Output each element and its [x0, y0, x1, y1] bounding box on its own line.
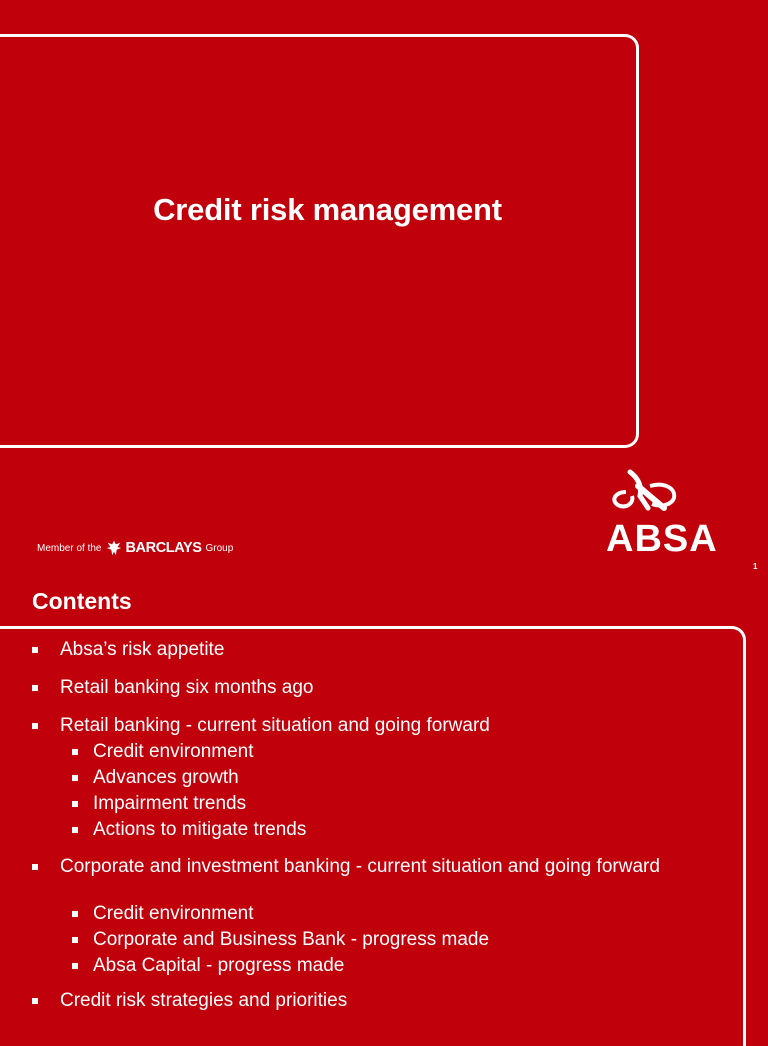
contents-item-text: Credit risk strategies and priorities	[60, 990, 348, 1011]
square-bullet-icon	[72, 937, 78, 943]
member-prefix: Member of the	[37, 542, 102, 554]
contents-item-text: Advances growth	[93, 767, 239, 788]
square-bullet-icon	[72, 749, 78, 755]
square-bullet-icon	[72, 801, 78, 807]
contents-item-text: Retail banking - current situation and going forward	[60, 715, 490, 736]
contents-item-text: Corporate and Business Bank - progress made	[93, 929, 490, 950]
member-suffix: Group	[205, 542, 234, 554]
square-bullet-icon	[72, 963, 78, 969]
slide-title: Credit risk management	[153, 192, 502, 227]
contents-item-text: Corporate and investment banking - current situation and going forward	[60, 856, 660, 877]
barclays-eagle-icon	[105, 539, 123, 557]
contents-item-text: Impairment trends	[93, 793, 247, 814]
contents-item-text: Absa’s risk appetite	[60, 639, 225, 660]
contents-item-text: Credit environment	[93, 741, 254, 762]
contents-item-text: Absa Capital - progress made	[93, 955, 345, 976]
contents-slide	[0, 578, 768, 1024]
square-bullet-icon	[32, 685, 38, 691]
square-bullet-icon	[32, 647, 38, 653]
page-number: 1	[753, 562, 758, 571]
contents-heading: Contents	[32, 588, 132, 614]
contents-item-text: Credit environment	[93, 903, 254, 924]
square-bullet-icon	[72, 911, 78, 917]
square-bullet-icon	[72, 827, 78, 833]
member-brand: BARCLAYS	[125, 540, 202, 556]
square-bullet-icon	[72, 775, 78, 781]
title-frame	[0, 34, 639, 448]
square-bullet-icon	[32, 998, 38, 1004]
barclays-membership	[37, 538, 233, 558]
square-bullet-icon	[32, 723, 38, 729]
contents-item-text: Retail banking six months ago	[60, 677, 314, 698]
absa-logo-text: ABSA	[606, 518, 718, 560]
square-bullet-icon	[32, 864, 38, 870]
contents-item-text: Actions to mitigate trends	[93, 819, 307, 840]
